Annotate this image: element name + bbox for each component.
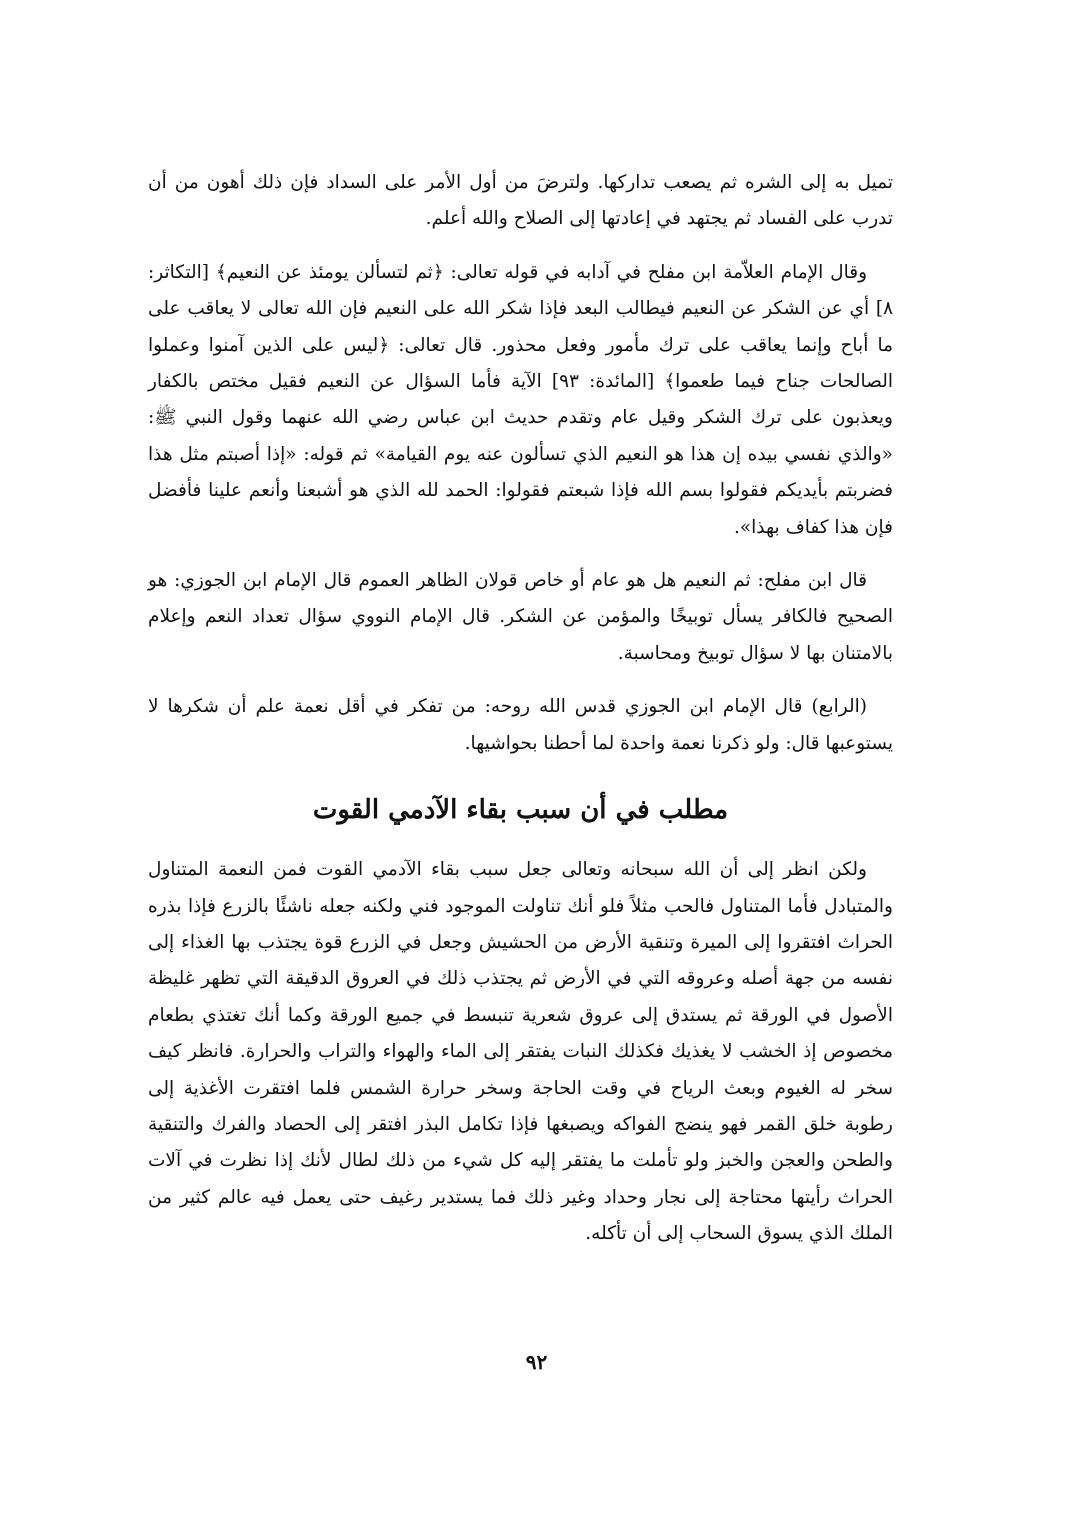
section-title: مطلب في أن سبب بقاء الآدمي القوت <box>312 795 729 826</box>
paragraph-2: وقال الإمام العلاّمة ابن مفلح في آدابه في قوله تعالى: ﴿ثم لتسألن يومئذ عن النعيم﴾ [التكاثر: ٨] أي عن الشكر عن النعيم فيطالب البعد فإذا شكر الله على النعيم فإن الله تعالى لا يعاقب على ما أباح وإنما يعاقب على ترك مأمور وفعل محذور. قال تعالى: ﴿ليس على الذين آمنوا وعملوا الصالحات جناح فيما طعموا﴾ [المائدة: ٩٣] الآية فأما السؤال عن النعيم فقيل مختص بالكفار ويعذبون على ترك الشكر وقيل عام وتقدم حديث ابن عباس رضي الله عنهما وقول النبي ﷺ: «والذي نفسي بيده إن هذا هو النعيم الذي تسألون عنه يوم القيامة» ثم قوله: «إذا أصبتم مثل هذا فضربتم بأيديكم فقولوا بسم الله فإذا شبعتم فقولوا: الحمد لله الذي هو أشبعنا وأنعم علينا فأفضل فإن هذا كفاف بهذا». <box>148 261 893 538</box>
paragraph-3: قال ابن مفلح: ثم النعيم هل هو عام أو خاص قولان الظاهر العموم قال الإمام ابن الجوزي: هو الصحيح فالكافر يسأل توبيخًا والمؤمن عن الشكر. قال الإمام النووي سؤال تعداد النعم وإعلام بالامتنان بها لا سؤال توبيخ ومحاسبة. <box>148 570 893 664</box>
paragraph-5: ولكن انظر إلى أن الله سبحانه وتعالى جعل سبب بقاء الآدمي القوت فمن النعمة المتناول والمتبادل فأما المتناول فالحب مثلاً فلو أنك تناولت الموجود فني ولكنه جعله ناشئًا بالزرع فإذا بذره الحراث افتقروا إلى الميرة وتنقية الأرض من الحشيش وجعل في الزرع قوة يجتذب بها الغذاء إلى نفسه من جهة أصله وعروقه التي في الأرض ثم يجتذب ذلك في العروق الدقيقة التي تظهر غليظة الأصول في الورقة ثم يستدق إلى عروق شعرية تنبسط في جميع الورقة وكما أنك تغتذي بطعام مخصوص إذ الخشب لا يغذيك فكذلك النبات يفتقر إلى الماء والهواء والتراب والحرارة. فانظر كيف سخر له الغيوم وبعث الرياح في وقت الحاجة وسخر حرارة الشمس فلما افتقرت الأغذية إلى رطوبة خلق القمر فهو ينضج الفواكه ويصبغها فإذا تكامل البذر افتقر إلى الحصاد والفرك والتنقية والطحن والعجن والخبز ولو تأملت ما يفتقر إليه كل شيء من ذلك لطال لأنك إذا نظرت في آلات الحراث رأيتها محتاجة إلى نجار وحداد وغير ذلك فما يستدير رغيف حتى يعمل فيه عالم كثير من الملك الذي يسوق السحاب إلى أن تأكله. <box>148 859 893 1245</box>
page-body <box>148 165 893 1270</box>
page-number: ٩٢ <box>525 1350 548 1374</box>
paragraph-4: (الرابع) قال الإمام ابن الجوزي قدس الله روحه: من تفكر في أقل نعمة علم أن شكرها لا يستوعبها قال: ولو ذكرنا نعمة واحدة لما أحطنا بحواشيها. <box>148 696 893 754</box>
paragraph-1: تميل به إلى الشره ثم يصعب تداركها. ولترضَ من أول الأمر على السداد فإن ذلك أهون من أن تدرب على الفساد ثم يجتهد في إعادتها إلى الصلاح والله أعلم. <box>148 172 893 230</box>
